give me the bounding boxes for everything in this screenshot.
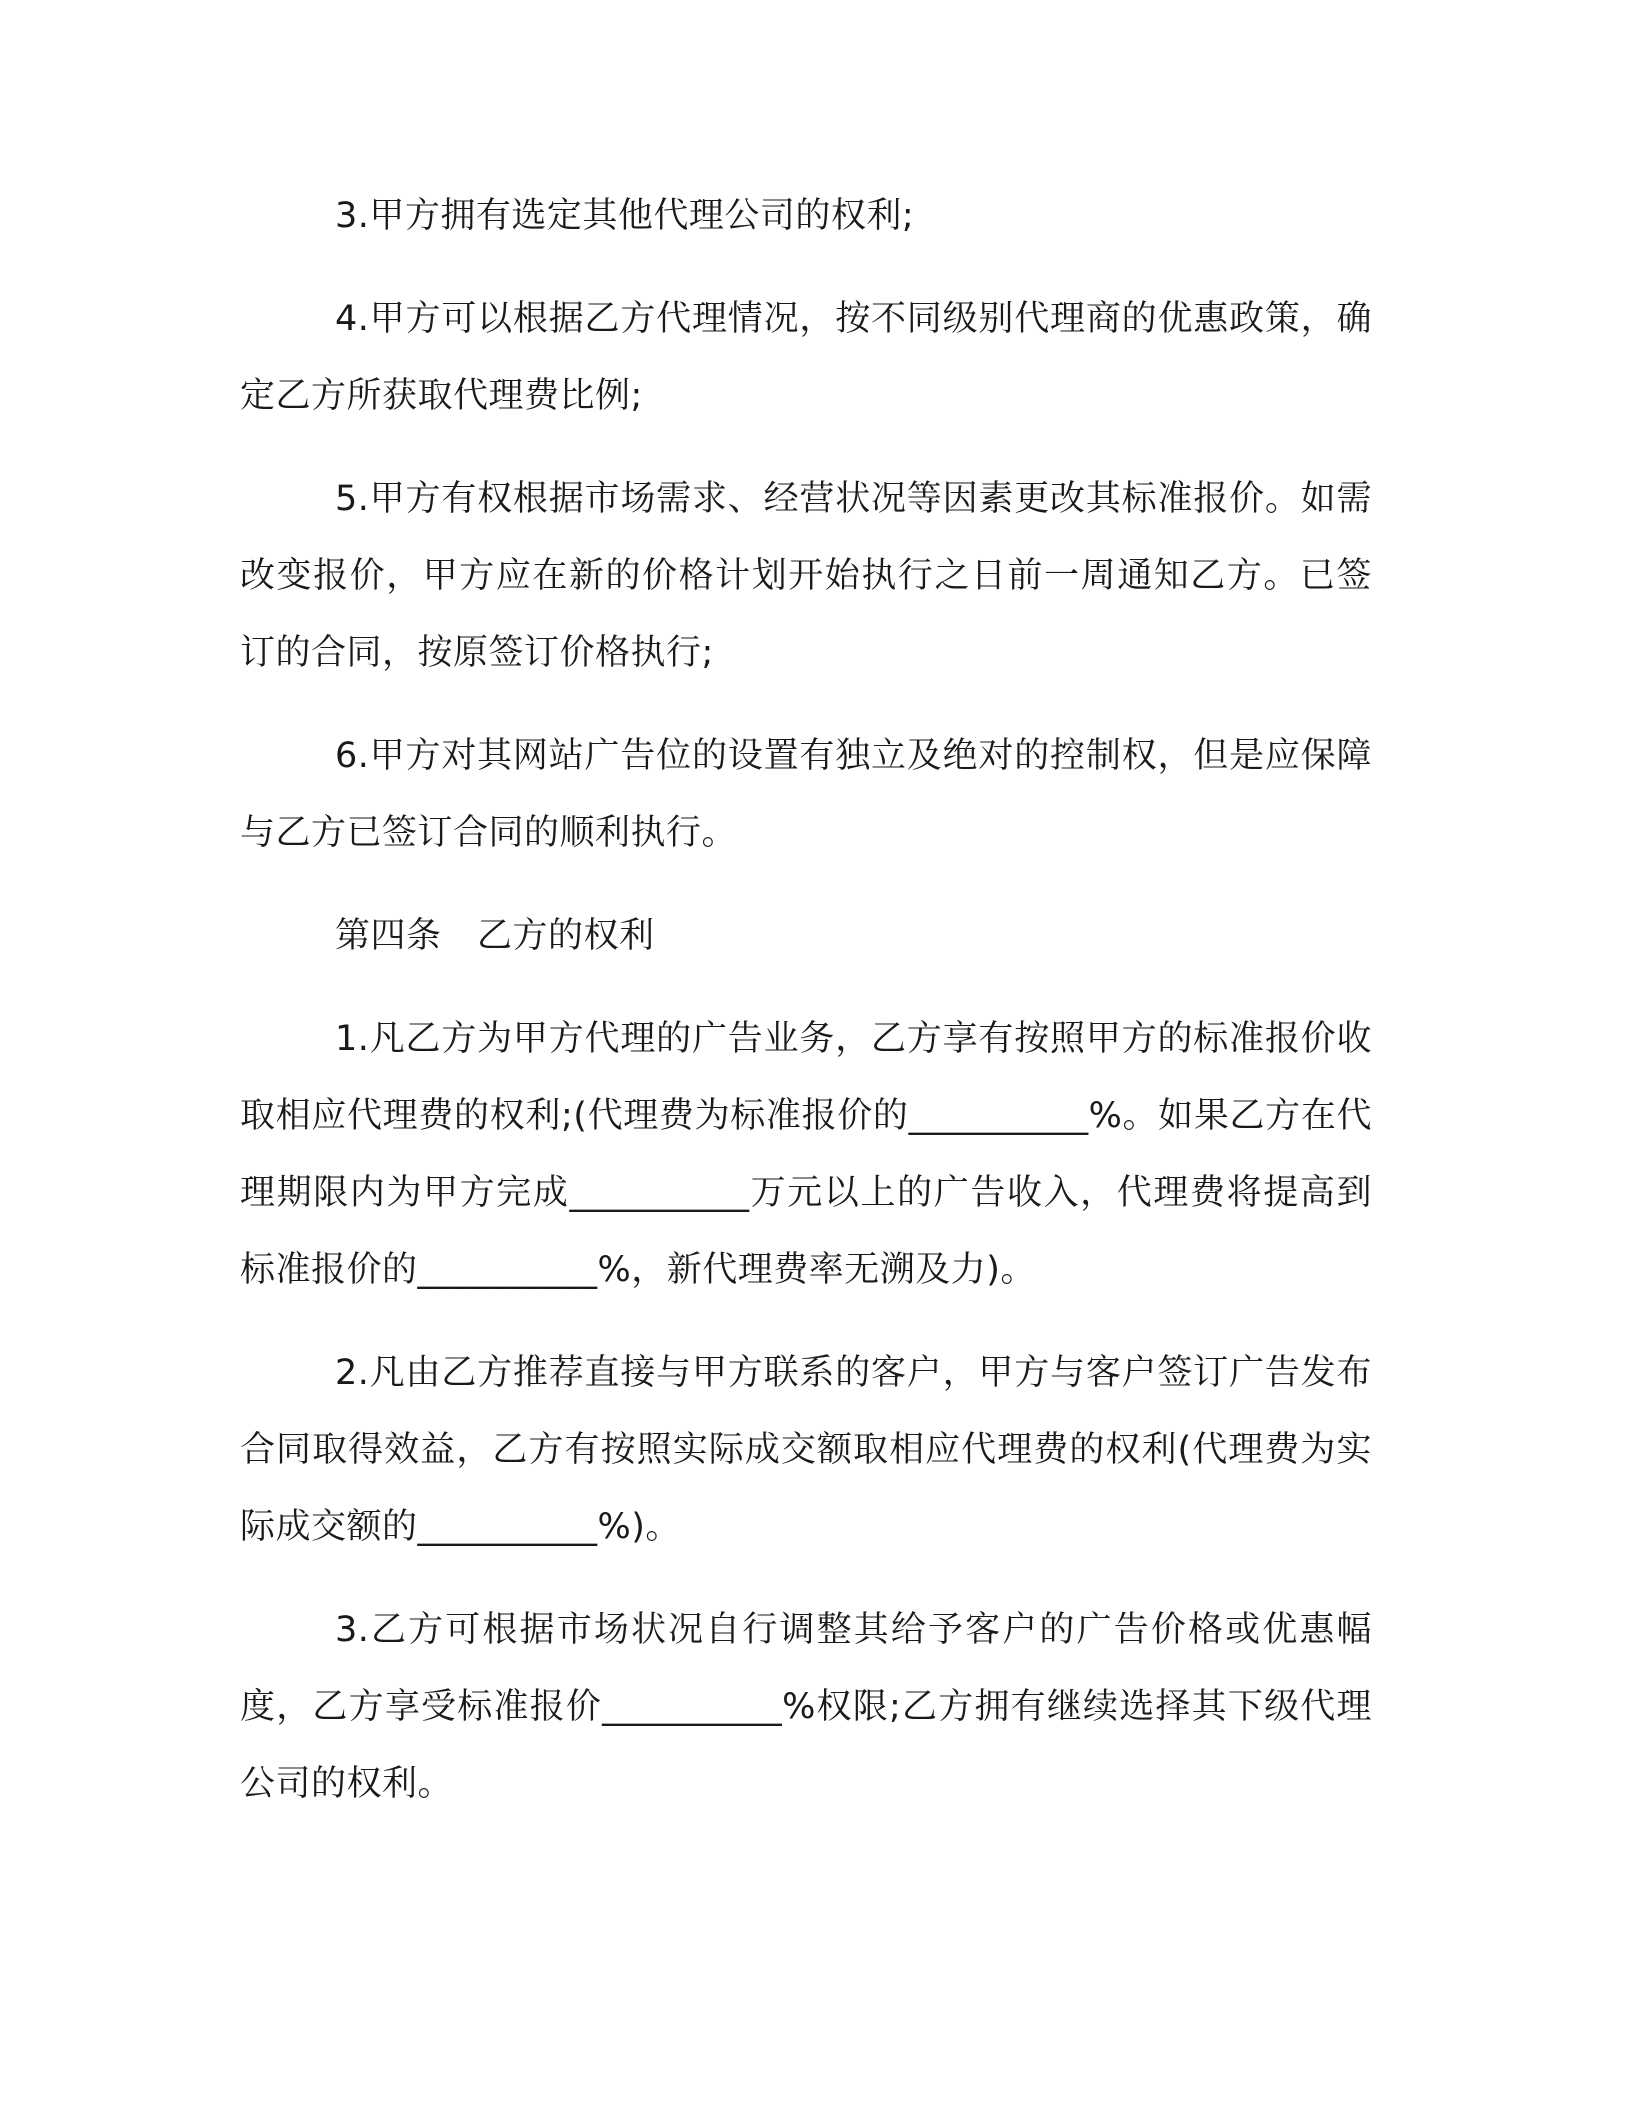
right-2-paragraph: 2.凡由乙方推荐直接与甲方联系的客户，甲方与客户签订广告发布合同取得效益，乙方有按照实际成交额取相应代理费的权利(代理费为实际成交额的__________%)。 xyxy=(240,1353,1372,1547)
clause-4-paragraph: 4.甲方可以根据乙方代理情况，按不同级别代理商的优惠政策，确定乙方所获取代理费比例; xyxy=(240,299,1372,416)
document-body xyxy=(240,178,1372,1823)
clause-6-paragraph: 6.甲方对其网站广告位的设置有独立及绝对的控制权，但是应保障与乙方已签订合同的顺利执行。 xyxy=(240,736,1372,853)
section-heading: 第四条 乙方的权利 xyxy=(335,916,655,956)
right-1-paragraph: 1.凡乙方为甲方代理的广告业务，乙方享有按照甲方的标准报价收取相应代理费的权利;(代理费为标准报价的__________%。如果乙方在代理期限内为甲方完成__________万元以上的广告收入，代理费将提高到标准报价的__________%，新代理费率无溯及力)。 xyxy=(240,1019,1372,1290)
clause-3-paragraph: 3.甲方拥有选定其他代理公司的权利; xyxy=(335,196,915,236)
right-3-paragraph: 3.乙方可根据市场状况自行调整其给予客户的广告价格或优惠幅度，乙方享受标准报价__________%权限;乙方拥有继续选择其下级代理公司的权利。 xyxy=(240,1610,1372,1804)
clause-5-paragraph: 5.甲方有权根据市场需求、经营状况等因素更改其标准报价。如需改变报价，甲方应在新的价格计划开始执行之日前一周通知乙方。已签订的合同，按原签订价格执行; xyxy=(240,479,1372,673)
